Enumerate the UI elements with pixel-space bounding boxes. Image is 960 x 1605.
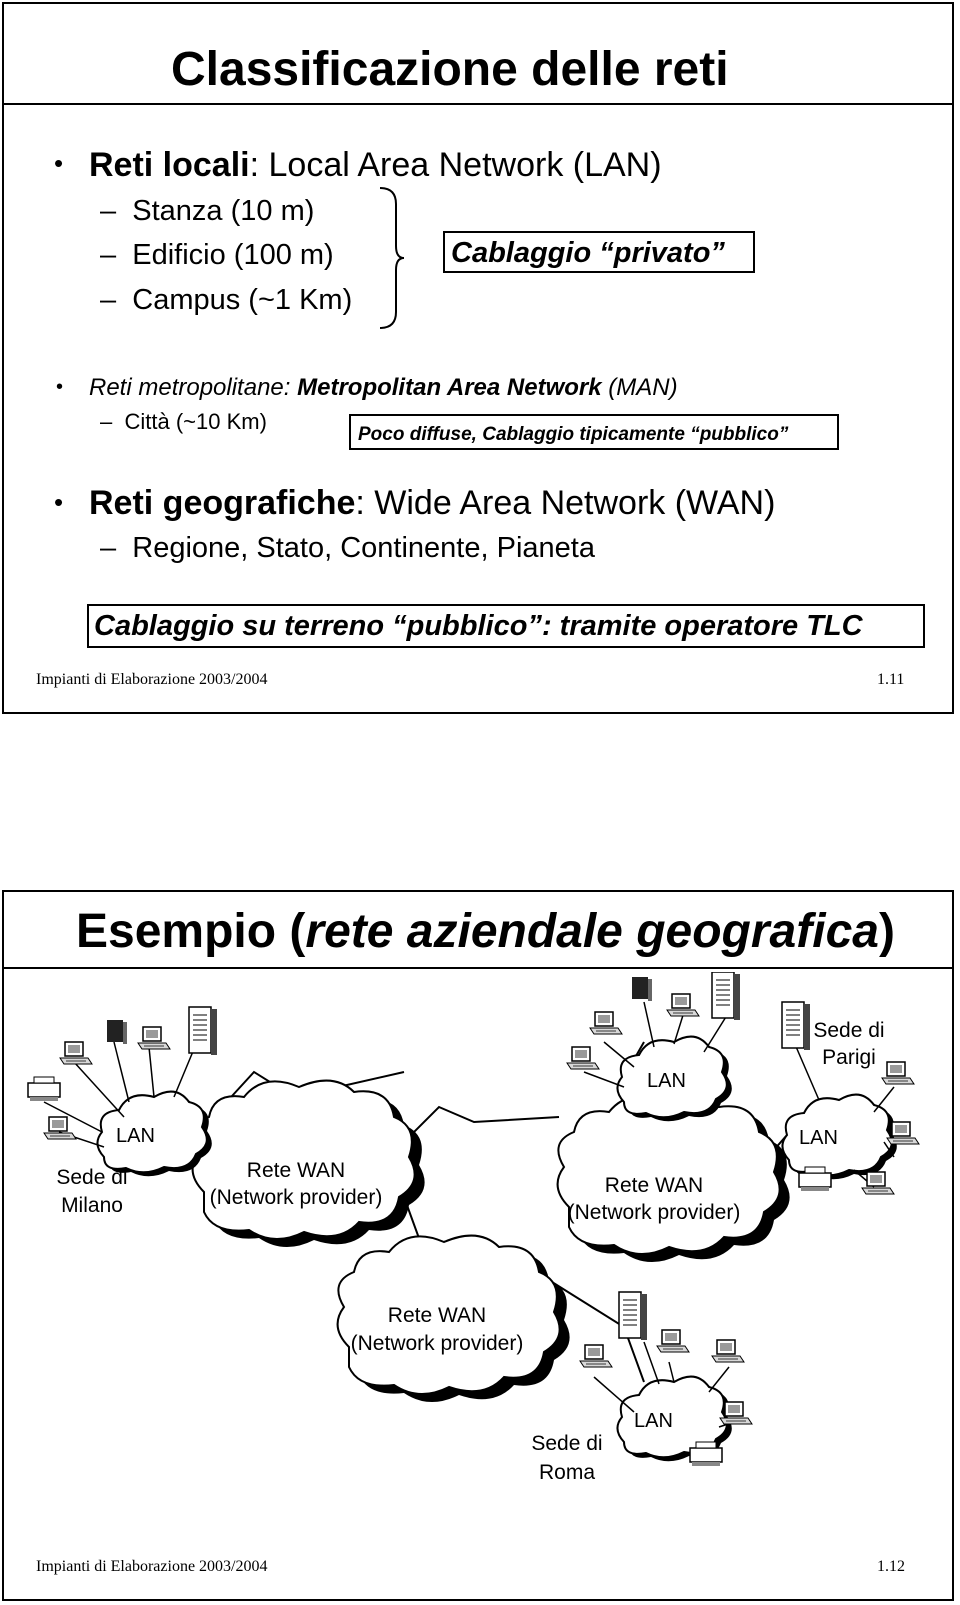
site-label-parigi-line1: Sede di	[813, 1019, 885, 1042]
wan-cabling-box: Cablaggio su terreno “pubblico”: tramite operatore TLC	[87, 604, 925, 648]
title-rule	[4, 967, 952, 969]
slide-1-title: Classificazione delle reti	[171, 43, 729, 96]
wan-cloud-1-line1: Rete WAN	[246, 1159, 346, 1182]
lan-label-milano: LAN	[116, 1125, 155, 1147]
lan-heading-bold: Reti locali	[89, 146, 250, 184]
workstation-icon	[720, 1402, 752, 1424]
wan-cloud-2-line2: (Network provider)	[567, 1201, 741, 1224]
lan-item-room: – Stanza (10 m)	[100, 195, 315, 227]
private-cabling-quoted: privato	[613, 237, 711, 269]
footer-course: Impianti di Elaborazione 2003/2004	[36, 1558, 268, 1575]
workstation-icon	[138, 1027, 170, 1049]
slide-2-title-prefix: Esempio (	[76, 905, 306, 958]
man-item-city-text: Città (~10 Km)	[124, 409, 267, 434]
bullet-icon: •	[56, 376, 64, 398]
man-cabling-box: Poco diffuse, Cablaggio tipicamente “pubblico”	[349, 414, 839, 450]
footer-page-number: 1.11	[877, 671, 905, 688]
workstation-icon	[862, 1172, 894, 1194]
man-cabling-text: Poco diffuse, Cablaggio tipicamente	[358, 424, 691, 445]
slide-2-title	[76, 904, 895, 959]
workstation-icon	[580, 1345, 612, 1367]
lan-label-roma: LAN	[634, 1410, 673, 1432]
private-cabling-box: Cablaggio “privato”	[443, 231, 755, 273]
server-icon	[619, 1292, 647, 1340]
slide-1	[2, 2, 954, 714]
lan-label-parigi-1: LAN	[647, 1070, 686, 1092]
slide-2-title-suffix: )	[878, 905, 895, 958]
wan-item-scope: – Regione, Stato, Continente, Pianeta	[100, 532, 595, 564]
workstation-icon	[567, 1047, 599, 1069]
wan-cloud-1-line2: (Network provider)	[209, 1186, 383, 1209]
lan-heading	[89, 146, 662, 185]
curly-brace-icon	[376, 184, 406, 332]
site-label-roma-line1: Sede di	[531, 1432, 603, 1455]
slide-2	[2, 890, 954, 1601]
workstation-icon	[44, 1117, 76, 1139]
workstation-icon	[887, 1122, 919, 1144]
workstation-tower-icon	[632, 977, 652, 1001]
bullet-icon: •	[54, 148, 64, 178]
man-heading-italic: Reti metropolitane:	[89, 374, 298, 401]
workstation-icon	[60, 1042, 92, 1064]
workstation-icon	[590, 1012, 622, 1034]
lan-item-building: – Edificio (100 m)	[100, 239, 334, 271]
lan-item-building-text: Edificio (100 m)	[132, 239, 334, 271]
lan-label-parigi-2: LAN	[799, 1127, 838, 1149]
wan-cloud-2-line1: Rete WAN	[604, 1174, 704, 1197]
site-label-milano-line2: Milano	[61, 1194, 123, 1217]
footer-course: Impianti di Elaborazione 2003/2004	[36, 671, 268, 688]
workstation-icon	[657, 1330, 689, 1352]
man-cabling-quoted: pubblico	[699, 424, 779, 445]
site-label-milano-line1: Sede di	[56, 1166, 128, 1189]
wan-item-scope-text: Regione, Stato, Continente, Pianeta	[132, 532, 595, 564]
man-heading	[89, 374, 678, 402]
man-heading-rest: (MAN)	[601, 374, 678, 401]
site-label-parigi-line2: Parigi	[822, 1046, 876, 1069]
title-rule	[4, 103, 952, 105]
wan-cabling-text: Cablaggio su terreno	[94, 610, 393, 642]
wan-cabling-quoted: pubblico	[406, 610, 528, 642]
workstation-icon	[882, 1062, 914, 1084]
site-label-roma-line2: Roma	[538, 1461, 596, 1484]
slide-2-title-italic: rete aziendale geografica	[305, 905, 879, 958]
wan-heading-rest: : Wide Area Network (WAN)	[355, 484, 776, 522]
wan-cabling-suffix: : tramite operatore TLC	[541, 610, 863, 642]
lan-item-campus-text: Campus (~1 Km)	[132, 284, 353, 316]
wan-heading-bold: Reti geografiche	[89, 484, 356, 522]
private-cabling-text: Cablaggio	[451, 237, 600, 269]
workstation-tower-icon	[107, 1020, 127, 1044]
workstation-icon	[712, 1340, 744, 1362]
printer-icon	[28, 1077, 60, 1101]
man-item-city: – Città (~10 Km)	[100, 409, 267, 434]
wan-cloud-3-line2: (Network provider)	[350, 1332, 524, 1355]
lan-item-campus: – Campus (~1 Km)	[100, 284, 353, 316]
wan-heading	[89, 484, 775, 523]
server-icon	[782, 1002, 810, 1050]
server-icon	[712, 972, 740, 1020]
wan-cloud-3-line1: Rete WAN	[387, 1304, 487, 1327]
bullet-icon: •	[54, 487, 64, 517]
man-heading-bold: Metropolitan Area Network	[297, 374, 602, 401]
server-icon	[189, 1007, 217, 1055]
lan-heading-rest: : Local Area Network (LAN)	[249, 146, 662, 184]
workstation-icon	[667, 994, 699, 1016]
lan-item-room-text: Stanza (10 m)	[132, 195, 315, 227]
footer-page-number: 1.12	[877, 1558, 905, 1575]
network-diagram	[4, 972, 952, 1552]
